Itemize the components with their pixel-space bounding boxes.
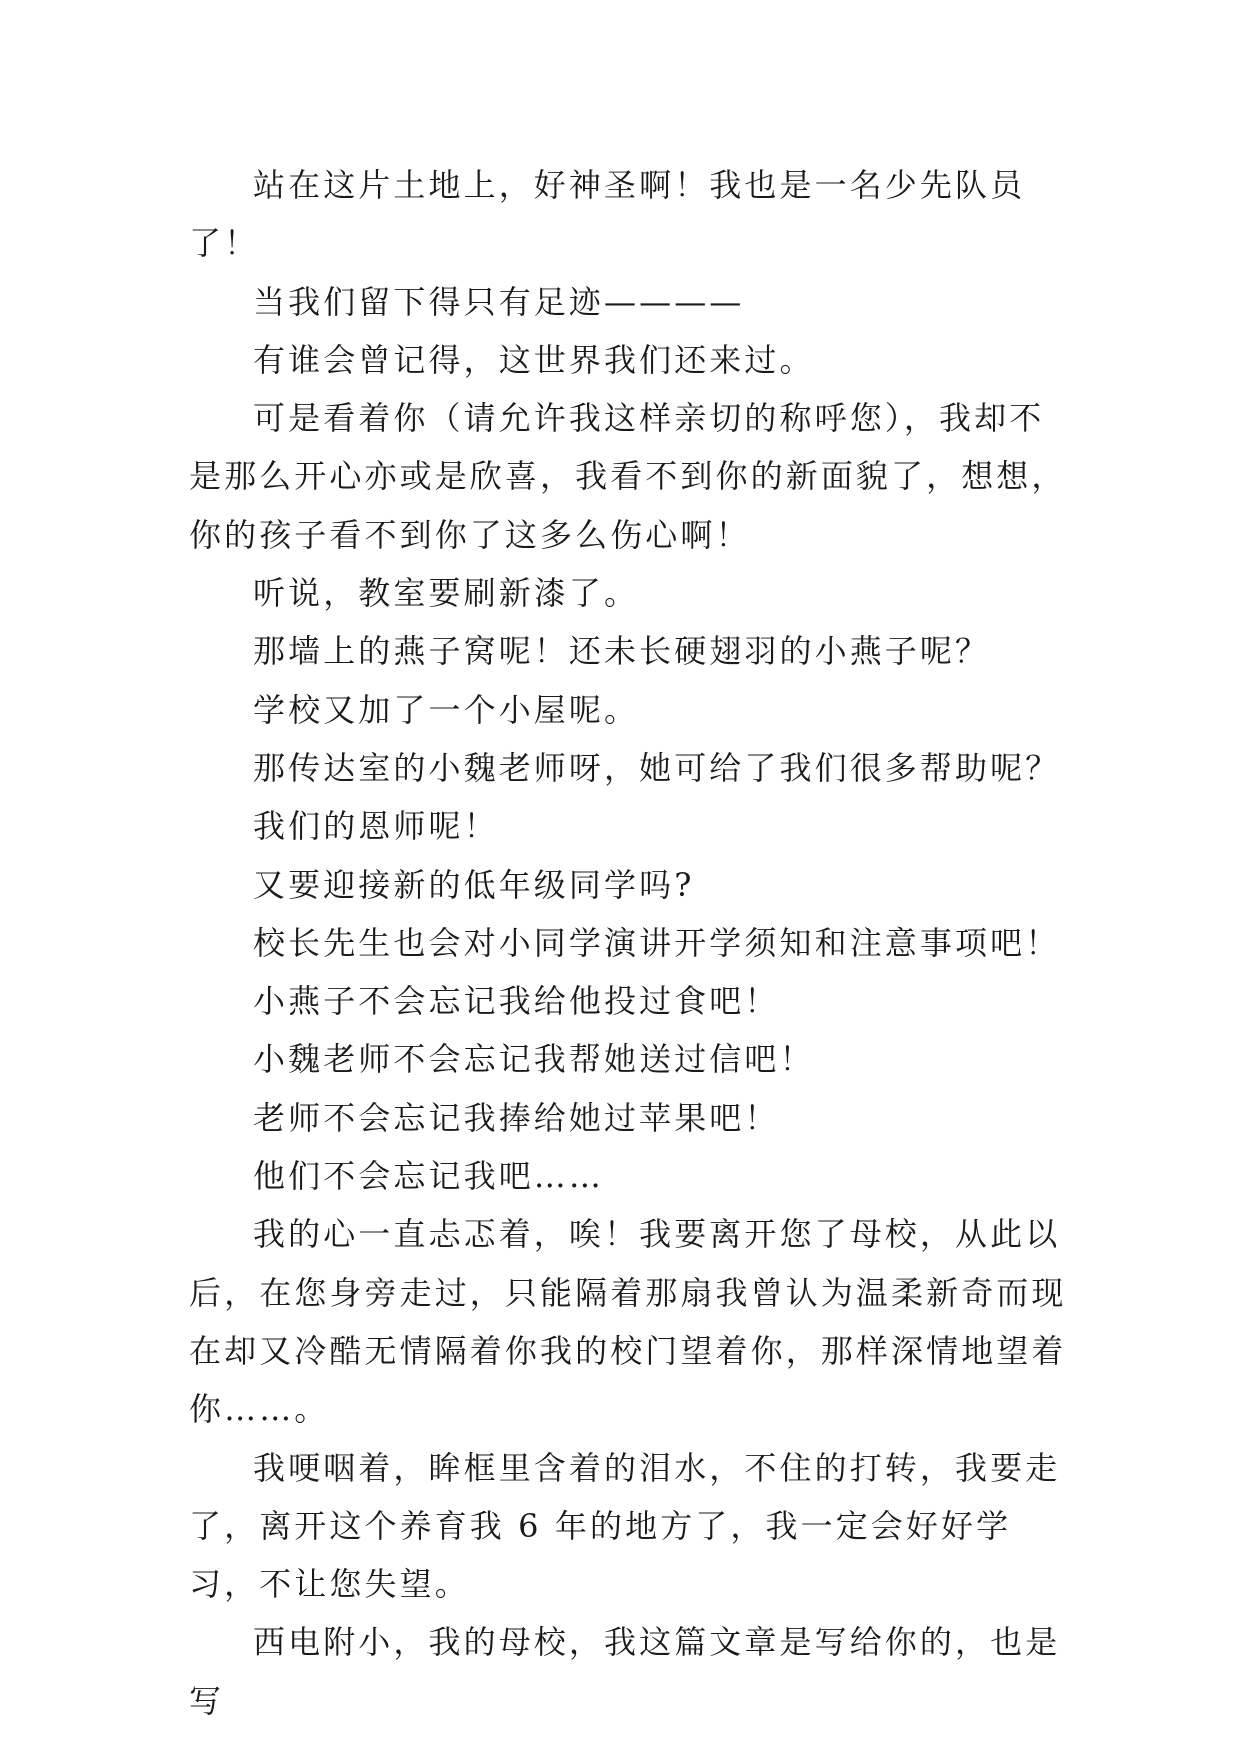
document-body bbox=[189, 156, 1069, 1730]
paragraph: 小燕子不会忘记我给他投过食吧！ bbox=[253, 982, 780, 1021]
paragraph: 小魏老师不会忘记我帮她送过信吧！ bbox=[253, 1040, 815, 1079]
paragraph: 我哽咽着，眸框里含着的泪水，不住的打转，我要走了，离开这个养育我 6 年的地方了，我一定会好好学习，不让您失望。 bbox=[189, 1448, 1061, 1604]
paragraph: 站在这片土地上，好神圣啊！我也是一名少先队员了！ bbox=[189, 166, 1026, 263]
paragraph: 老师不会忘记我捧给她过苹果吧！ bbox=[253, 1098, 780, 1137]
paragraph: 校长先生也会对小同学演讲开学须知和注意事项吧！ bbox=[253, 923, 1061, 962]
paragraph: 又要迎接新的低年级同学吗? bbox=[253, 865, 695, 904]
paragraph: 听说，教室要刷新漆了。 bbox=[253, 574, 640, 613]
paragraph: 我们的恩师呢！ bbox=[253, 807, 499, 846]
paragraph: 学校又加了一个小屋呢。 bbox=[253, 690, 640, 729]
paragraph: 我的心一直忐忑着，唉！我要离开您了母校，从此以后，在您身旁走过，只能隔着那扇我曾认为温柔新奇而现在却又冷酷无情隔着你我的校门望着你，那样深情地望着你……。 bbox=[189, 1215, 1067, 1429]
paragraph: 可是看着你（请允许我这样亲切的称呼您），我却不是那么开心亦或是欣喜，我看不到你的新面貌了，想想，你的孩子看不到你了这多么伤心啊！ bbox=[189, 399, 1067, 554]
paragraph: 那传达室的小魏老师呀，她可给了我们很多帮助呢？ bbox=[253, 748, 1061, 787]
paragraph: 他们不会忘记我吧…… bbox=[253, 1157, 605, 1196]
paragraph: 那墙上的燕子窝呢！还未长硬翅羽的小燕子呢？ bbox=[253, 632, 991, 671]
paragraph: 当我们留下得只有足迹———— bbox=[253, 282, 745, 321]
paragraph: 有谁会曾记得，这世界我们还来过。 bbox=[253, 340, 815, 379]
paragraph: 西电附小，我的母校，我这篇文章是写给你的，也是写 bbox=[189, 1623, 1061, 1720]
